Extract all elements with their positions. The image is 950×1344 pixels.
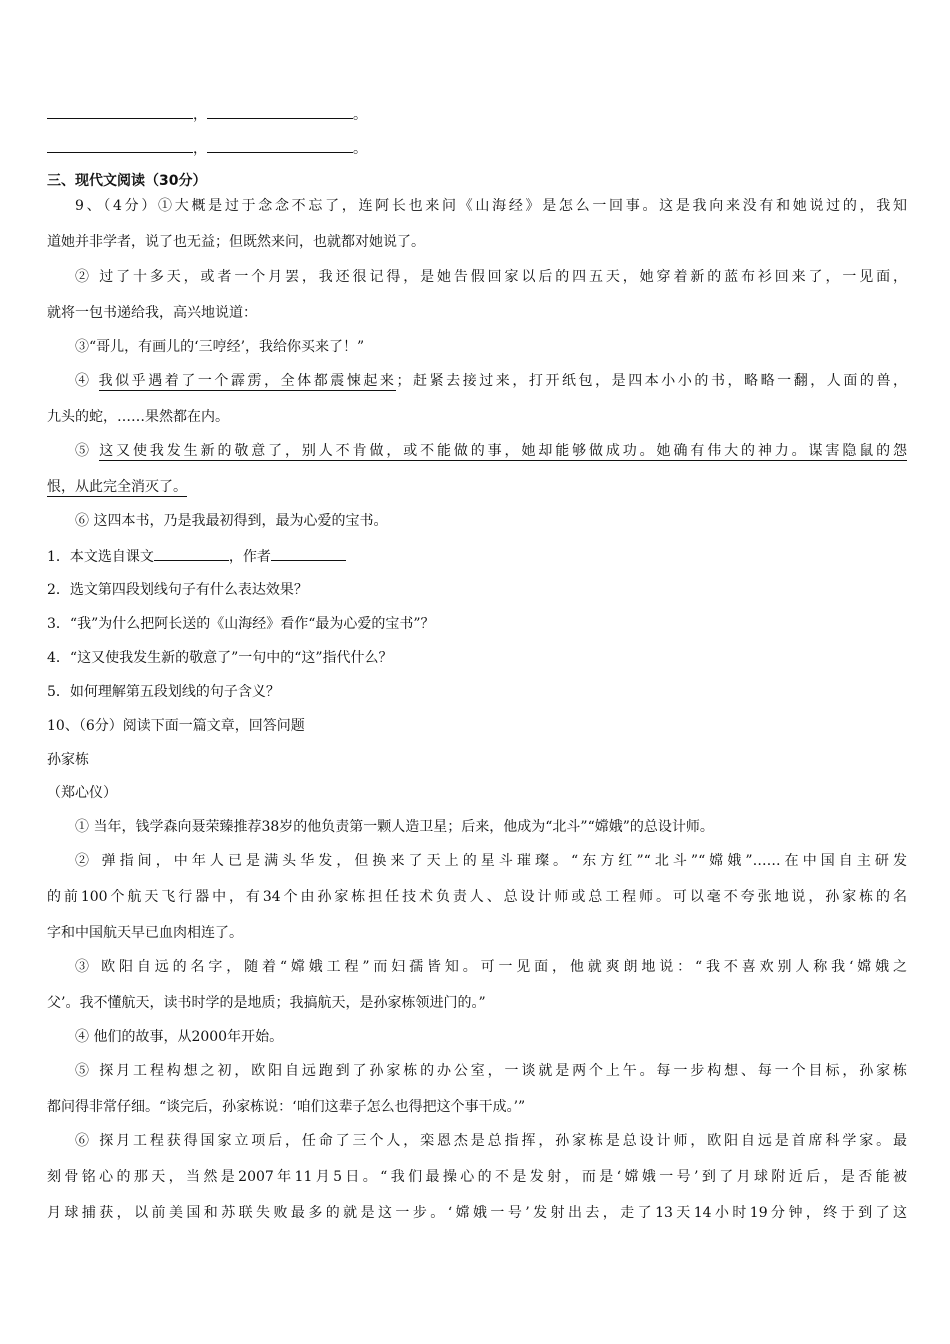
q10-paragraph-4: ④ 他们的故事，从2000年开始。 <box>75 1029 284 1045</box>
q9-paragraph-4-line-2: 九头的蛇，……果然都在内。 <box>47 409 229 425</box>
answer-blank[interactable] <box>47 104 193 119</box>
answer-blank[interactable] <box>207 104 353 119</box>
q9-subquestion-5: 5．如何理解第五段划线的句子含义？ <box>47 684 280 700</box>
q9-paragraph-2-line-1: ② 过了十多天，或者一个月罢，我还很记得，是她告假回家以后的四五天，她穿着新的蓝布衫回来了，一见面， <box>75 269 907 285</box>
comma: ， <box>193 107 207 123</box>
underlined-sentence-5: 这又使我发生新的敬意了，别人不肯做，或不能做的事，她却能够做成功。她确有伟大的神力。谋害隐鼠的怨 <box>99 443 908 459</box>
answer-blank[interactable] <box>207 138 353 153</box>
article-title: 孙家栋 <box>47 752 89 768</box>
answer-blank[interactable] <box>47 138 193 153</box>
answer-blank-author[interactable] <box>271 546 346 561</box>
article-author: （郑心仪） <box>47 785 117 801</box>
period: 。 <box>353 141 367 157</box>
section-heading: 三、现代文阅读（30分） <box>47 173 207 189</box>
sub1-author-label: ，作者 <box>228 549 271 565</box>
answer-blank-line-1 <box>47 104 907 125</box>
q9-subquestion-2: 2．选文第四段划线句子有什么表达效果？ <box>47 582 308 598</box>
q9-paragraph-1-line-2: 道她并非学者，说了也无益；但既然来问，也就都对她说了。 <box>47 234 425 250</box>
q9-subquestion-1 <box>47 546 907 567</box>
underlined-sentence-4: 我似乎遇着了一个霹雳，全体都震悚起来 <box>98 373 397 389</box>
q9-paragraph-6: ⑥ 这四本书，乃是我最初得到，最为心爱的宝书。 <box>75 513 388 529</box>
q9-paragraph-5-line-2 <box>47 477 907 497</box>
q10-paragraph-6-line-1: ⑥ 探月工程获得国家立项后，任命了三个人，栾恩杰是总指挥，孙家栋是总设计师，欧阳自远是首席科学家。最 <box>75 1133 907 1149</box>
underlined-sentence-5-cont: 恨，从此完全消灭了。 <box>47 479 187 495</box>
paragraph-number: ④ <box>75 373 99 389</box>
paragraph-number: ⑤ <box>75 443 100 459</box>
q9-paragraph-3: ③“哥儿，有画儿的‘三哼经’，我给你买来了！” <box>75 339 365 355</box>
sub1-label: 1．本文选自课文 <box>47 549 154 565</box>
q9-paragraph-5-line-1 <box>75 441 907 461</box>
answer-blank-lesson[interactable] <box>154 546 229 561</box>
q10-paragraph-1: ① 当年，钱学森向聂荣臻推荐38岁的他负责第一颗人造卫星；后来，他成为“北斗”“嫦娥”的总设计师。 <box>75 819 714 835</box>
q10-paragraph-2-line-2: 的前100个航天飞行器中，有34个由孙家栋担任技术负责人、总设计师或总工程师。可以毫不夸张地说，孙家栋的名 <box>47 889 907 905</box>
q10-intro: 10、（6分）阅读下面一篇文章，回答问题 <box>47 718 305 734</box>
q10-paragraph-2-line-3: 字和中国航天早已血肉相连了。 <box>47 925 243 941</box>
comma: ， <box>193 141 207 157</box>
sentence-rest: ；赶紧去接过来，打开纸包，是四本小小的书，略略一翻，人面的兽， <box>396 373 908 389</box>
q10-paragraph-5-line-2: 都问得非常仔细。“谈完后，孙家栋说：‘咱们这辈子怎么也得把这个事干成。’” <box>47 1099 526 1115</box>
q10-paragraph-3-line-2: 父’。我不懂航天，读书时学的是地质；我搞航天，是孙家栋领进门的。” <box>47 995 486 1011</box>
q10-paragraph-3-line-1: ③ 欧阳自远的名字，随着“嫦娥工程”而妇孺皆知。可一见面，他就爽朗地说：“我不喜欢别人称我‘嫦娥之 <box>75 959 907 975</box>
q10-paragraph-6-line-3: 月球捕获，以前美国和苏联失败最多的就是这一步。‘嫦娥一号’发射出去，走了13天14小时19分钟，终于到了这 <box>47 1205 907 1221</box>
q9-paragraph-1-line-1: 9、（4分）①大概是过于念念不忘了，连阿长也来问《山海经》是怎么一回事。这是我向来没有和她说过的，我知 <box>75 198 907 214</box>
period: 。 <box>353 107 367 123</box>
q9-paragraph-4-line-1 <box>75 371 907 391</box>
q10-paragraph-6-line-2: 刻骨铭心的那天，当然是2007年11月5日。“我们最操心的不是发射，而是‘嫦娥一号’到了月球附近后，是否能被 <box>47 1169 907 1185</box>
q9-paragraph-2-line-2: 就将一包书递给我，高兴地说道： <box>47 305 257 321</box>
q9-subquestion-4: 4．“这又使我发生新的敬意了”一句中的“这”指代什么？ <box>47 650 393 666</box>
answer-blank-line-2 <box>47 138 907 159</box>
q10-paragraph-5-line-1: ⑤ 探月工程构想之初，欧阳自远跑到了孙家栋的办公室，一谈就是两个上午。每一步构想、每一个目标，孙家栋 <box>75 1063 907 1079</box>
q10-paragraph-2-line-1: ② 弹指间，中年人已是满头华发，但换来了天上的星斗璀璨。“东方红”“北斗”“嫦娥”……在中国自主研发 <box>75 853 907 869</box>
q9-subquestion-3: 3．“我”为什么把阿长送的《山海经》看作“最为心爱的宝书”？ <box>47 616 435 632</box>
